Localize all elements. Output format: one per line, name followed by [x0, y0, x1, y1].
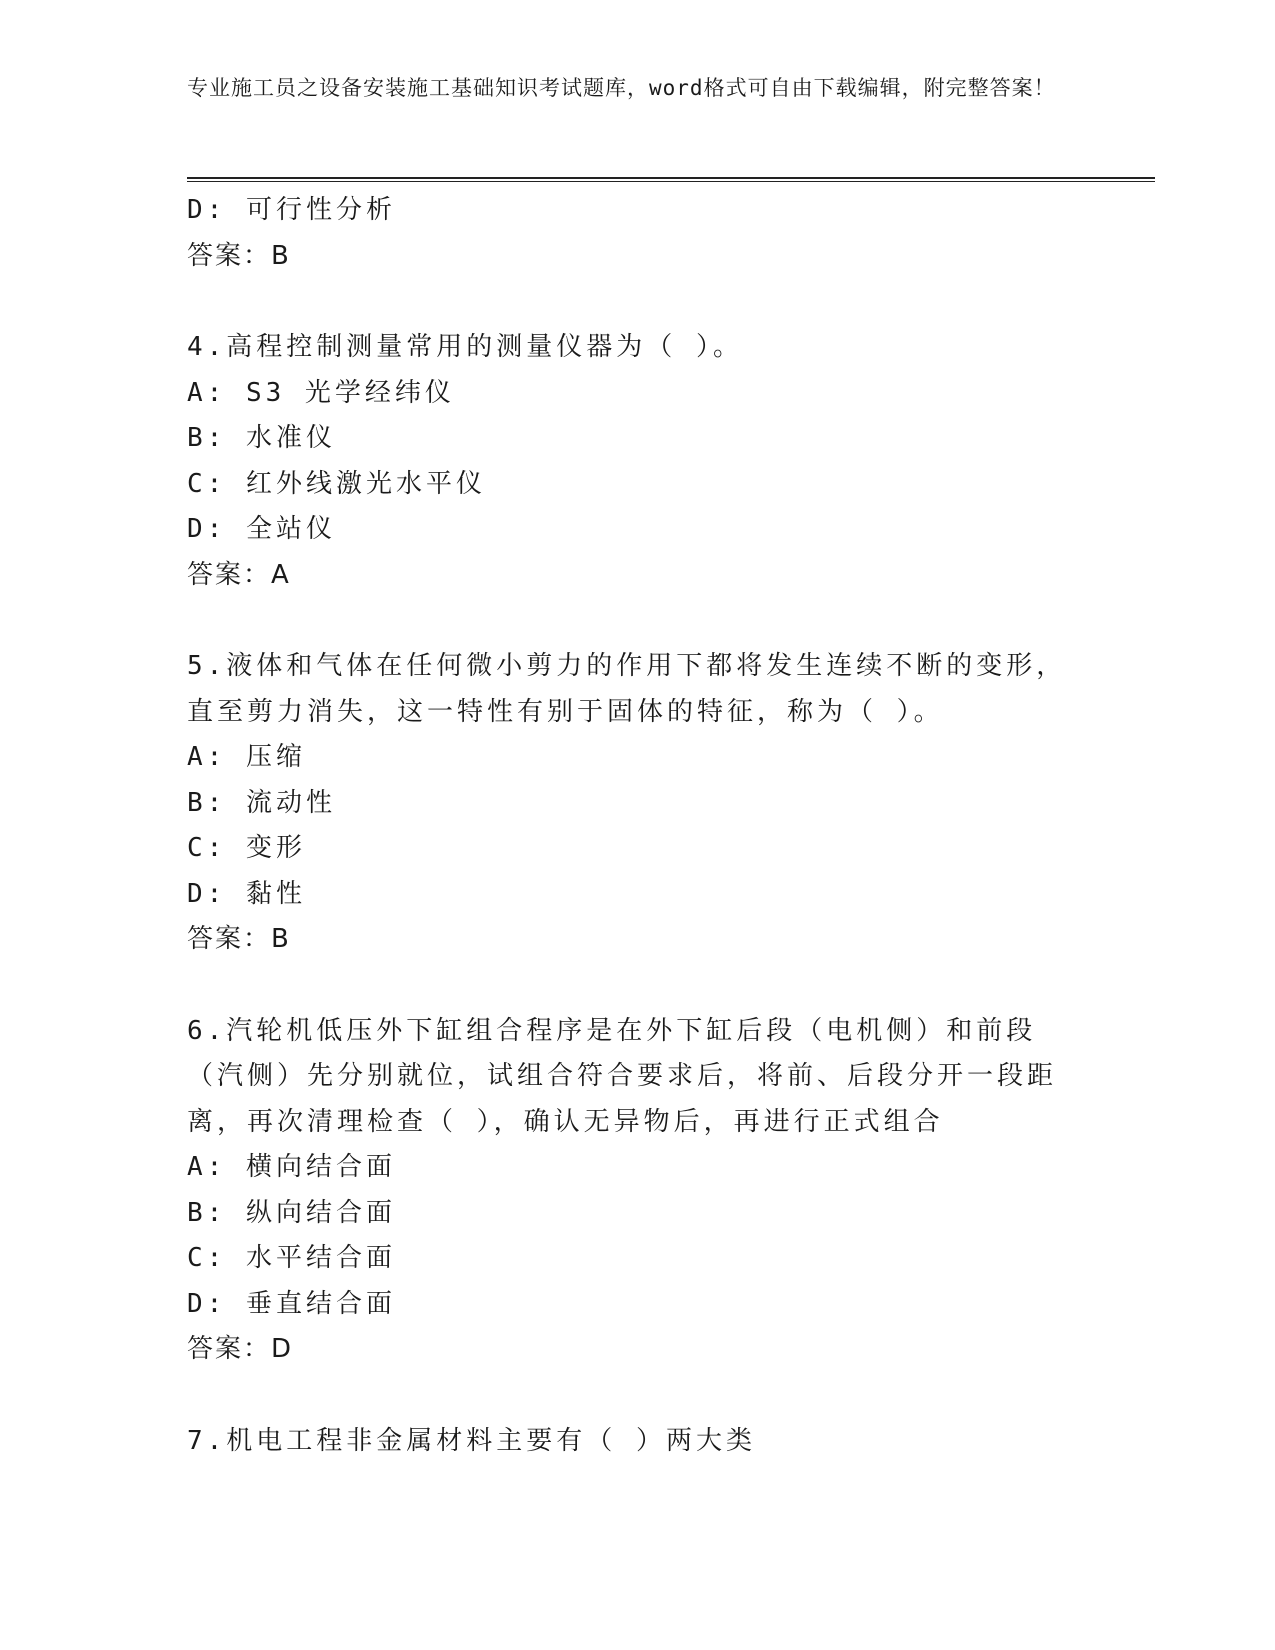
option-b: B: 水准仪 [187, 423, 336, 453]
question-stem: 6.汽轮机低压外下缸组合程序是在外下缸后段（电机侧）和前段（汽侧）先分别就位，试组合符合要求后，将前、后段分开一段距离，再次清理检查（ ），确认无异物后，再进行正式组合 [187, 1015, 1058, 1137]
question-stem: 4.高程控制测量常用的测量仪器为（ ）。 [187, 332, 743, 362]
spacer [187, 963, 1067, 1009]
option-d: D: 黏性 [187, 878, 306, 909]
option-c: C: 红外线激光水平仪 [187, 468, 486, 499]
spacer [187, 279, 1067, 325]
spacer [187, 598, 1067, 644]
question-7 [187, 1419, 1067, 1465]
question-list [187, 188, 1067, 1464]
option-d: D: 垂直结合面 [187, 1288, 396, 1319]
spacer [187, 1373, 1067, 1419]
option-b: B: 流动性 [187, 787, 336, 818]
question-5 [187, 644, 1067, 963]
question-4 [187, 325, 1067, 598]
option-b: B: 纵向结合面 [187, 1197, 396, 1228]
option-c: C: 变形 [187, 833, 306, 863]
question-stem: 7.机电工程非金属材料主要有（ ）两大类 [187, 1425, 756, 1456]
option-a: A: 压缩 [187, 742, 306, 772]
answer-label: 答案：D [187, 1334, 294, 1364]
answer-label: 答案：B [187, 924, 291, 954]
question-stem: 5.液体和气体在任何微小剪力的作用下都将发生连续不断的变形，直至剪力消失，这一特性有别于固体的特征，称为（ ）。 [187, 651, 1067, 727]
option-d: D: 全站仪 [187, 514, 336, 544]
document-header: 专业施工员之设备安装施工基础知识考试题库，word格式可自由下载编辑，附完整答案！ [187, 76, 1056, 100]
answer-label: 答案：A [187, 559, 291, 590]
question-6 [187, 1009, 1067, 1373]
header-divider [187, 177, 1155, 182]
option-c: C: 水平结合面 [187, 1243, 396, 1273]
option-a: A: S3 光学经纬仪 [187, 377, 455, 408]
option-d: D: 可行性分析 [187, 195, 396, 225]
answer-label: 答案：B [187, 240, 291, 271]
option-a: A: 横向结合面 [187, 1152, 396, 1182]
